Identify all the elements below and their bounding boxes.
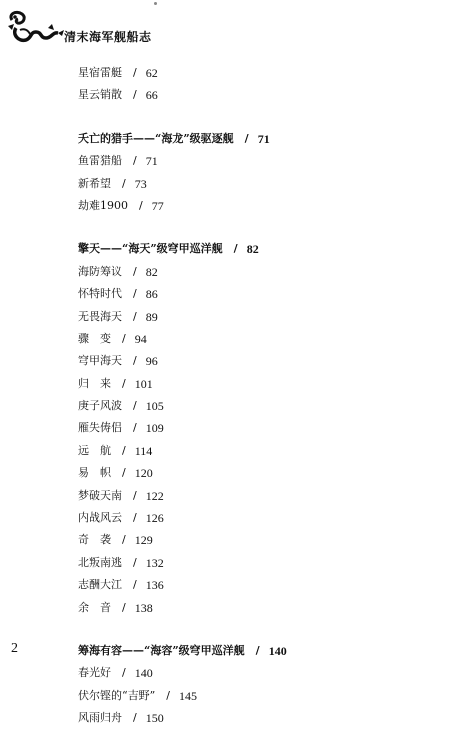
toc-separator: / bbox=[133, 399, 137, 413]
toc-separator: / bbox=[139, 198, 143, 212]
toc-entry-title: 余 音 bbox=[78, 600, 111, 614]
toc-page-number: 114 bbox=[134, 443, 153, 458]
toc-chapter-entry bbox=[78, 238, 418, 260]
running-header-title: 清末海军舰船志 bbox=[64, 30, 152, 44]
toc-entry bbox=[78, 195, 418, 217]
toc-entry-title: 擎天——“海天”级穹甲巡洋舰 bbox=[78, 242, 223, 256]
toc-entry bbox=[78, 707, 418, 729]
toc-entry-title: 怀特时代 bbox=[78, 287, 122, 301]
toc-entry bbox=[78, 552, 418, 574]
toc-entry bbox=[78, 485, 418, 507]
toc-entry-title: 北叛南逃 bbox=[78, 555, 122, 569]
toc-page-number: 73 bbox=[134, 176, 147, 191]
toc-entry-title: 夭亡的猎手——“海龙”级驱逐舰 bbox=[78, 131, 234, 145]
toc-page-number: 132 bbox=[145, 555, 164, 570]
toc-separator: / bbox=[133, 711, 137, 725]
toc-entry-title: 骤 变 bbox=[78, 331, 111, 345]
toc-separator: / bbox=[133, 488, 137, 502]
toc-entry-title: 内战风云 bbox=[78, 511, 122, 525]
toc-entry bbox=[78, 417, 418, 439]
toc-entry-title: 庚子风波 bbox=[78, 399, 122, 413]
toc-separator: / bbox=[122, 533, 126, 547]
toc-page-number: 145 bbox=[178, 688, 197, 703]
toc-entry bbox=[78, 350, 418, 372]
toc-entry bbox=[78, 373, 418, 395]
toc-page-number: 126 bbox=[145, 511, 164, 526]
toc-page-number: 122 bbox=[145, 488, 164, 503]
toc-entry-title: 志酬大江 bbox=[78, 578, 122, 592]
toc-separator: / bbox=[122, 331, 126, 345]
toc-entry-title: 易 帜 bbox=[78, 466, 111, 480]
toc-page-number: 82 bbox=[246, 242, 259, 257]
toc-entry-title: 风雨归舟 bbox=[78, 711, 122, 725]
toc-separator: / bbox=[133, 511, 137, 525]
toc-separator: / bbox=[133, 154, 137, 168]
toc-separator: / bbox=[133, 354, 137, 368]
toc-chapter-entry bbox=[78, 640, 418, 662]
toc-entry bbox=[78, 685, 418, 707]
toc-entry bbox=[78, 662, 418, 684]
toc-entry-title: 春光好 bbox=[78, 666, 111, 680]
toc-separator: / bbox=[133, 264, 137, 278]
toc-separator: / bbox=[133, 421, 137, 435]
toc-entry bbox=[78, 462, 418, 484]
toc-entry bbox=[78, 283, 418, 305]
toc-entry-title: 新希望 bbox=[78, 176, 111, 190]
toc-entry bbox=[78, 574, 418, 596]
toc-page-number: 71 bbox=[257, 131, 270, 146]
speck bbox=[154, 2, 157, 5]
toc-entry bbox=[78, 150, 418, 172]
dragon-logo-icon bbox=[6, 8, 68, 48]
toc-separator: / bbox=[133, 287, 137, 301]
toc-separator: / bbox=[133, 88, 137, 102]
toc-page-number: 120 bbox=[134, 466, 153, 481]
toc-entry bbox=[78, 173, 418, 195]
toc-entry-title: 奇 袭 bbox=[78, 533, 111, 547]
toc-separator: / bbox=[133, 309, 137, 323]
toc-page-number: 140 bbox=[134, 666, 153, 681]
toc-separator: / bbox=[122, 600, 126, 614]
toc-entry bbox=[78, 84, 418, 106]
toc-page-number: 140 bbox=[268, 643, 287, 658]
toc-page-number: 66 bbox=[145, 88, 158, 103]
toc-separator: / bbox=[133, 578, 137, 592]
toc-entry-title: 雁失俦侣 bbox=[78, 421, 122, 435]
toc-chapter-entry bbox=[78, 128, 418, 150]
toc-separator: / bbox=[255, 643, 260, 657]
toc-page-number: 109 bbox=[145, 421, 164, 436]
toc-entry bbox=[78, 306, 418, 328]
toc-page-number: 101 bbox=[134, 376, 153, 391]
running-header bbox=[6, 6, 446, 48]
toc-page-number: 136 bbox=[145, 578, 164, 593]
toc-page-number: 62 bbox=[145, 66, 158, 80]
toc-entry-title: 穹甲海天 bbox=[78, 354, 122, 368]
toc-entry-title: 无畏海天 bbox=[78, 309, 122, 323]
toc-page-number: 89 bbox=[145, 309, 158, 324]
toc-page-number: 86 bbox=[145, 287, 158, 302]
toc-entry-title: 鱼雷猎船 bbox=[78, 154, 122, 168]
toc-separator: / bbox=[244, 131, 249, 145]
toc-separator: / bbox=[122, 466, 126, 480]
toc-separator: / bbox=[122, 376, 126, 390]
toc-entry bbox=[78, 328, 418, 350]
table-of-contents bbox=[78, 62, 418, 730]
page-number: 2 bbox=[11, 641, 18, 656]
toc-separator: / bbox=[122, 176, 126, 190]
toc-entry-title: 远 航 bbox=[78, 443, 111, 457]
toc-entry bbox=[78, 507, 418, 529]
toc-entry-title: 筹海有容——“海容”级穹甲巡洋舰 bbox=[78, 643, 245, 657]
toc-entry bbox=[78, 597, 418, 619]
toc-separator: / bbox=[122, 443, 126, 457]
toc-entry-title: 海防筹议 bbox=[78, 264, 122, 278]
toc-entry-title: 星宿雷艇 bbox=[78, 66, 122, 79]
toc-separator: / bbox=[133, 555, 137, 569]
toc-entry bbox=[78, 62, 418, 84]
toc-entry bbox=[78, 529, 418, 551]
toc-separator: / bbox=[233, 242, 238, 256]
toc-page-number: 105 bbox=[145, 399, 164, 414]
toc-separator: / bbox=[122, 666, 126, 680]
toc-separator: / bbox=[166, 688, 170, 702]
toc-page-number: 150 bbox=[145, 711, 164, 726]
toc-page-number: 71 bbox=[145, 154, 158, 169]
toc-entry-title: 星云销散 bbox=[78, 88, 122, 102]
toc-entry bbox=[78, 440, 418, 462]
toc-separator: / bbox=[133, 66, 137, 79]
toc-page-number: 94 bbox=[134, 331, 147, 346]
toc-entry-title: 归 来 bbox=[78, 376, 111, 390]
toc-entry-title: 梦破天南 bbox=[78, 488, 122, 502]
toc-entry-title: 伏尔铿的“吉野” bbox=[78, 688, 156, 702]
toc-page-number: 77 bbox=[151, 198, 164, 213]
toc-entry-title: 劫难1900 bbox=[78, 198, 128, 212]
toc-page-number: 82 bbox=[145, 264, 158, 279]
toc-page-number: 129 bbox=[134, 533, 153, 548]
toc-page-number: 96 bbox=[145, 354, 158, 369]
toc-entry bbox=[78, 261, 418, 283]
toc-entry bbox=[78, 395, 418, 417]
toc-page-number: 138 bbox=[134, 600, 153, 615]
